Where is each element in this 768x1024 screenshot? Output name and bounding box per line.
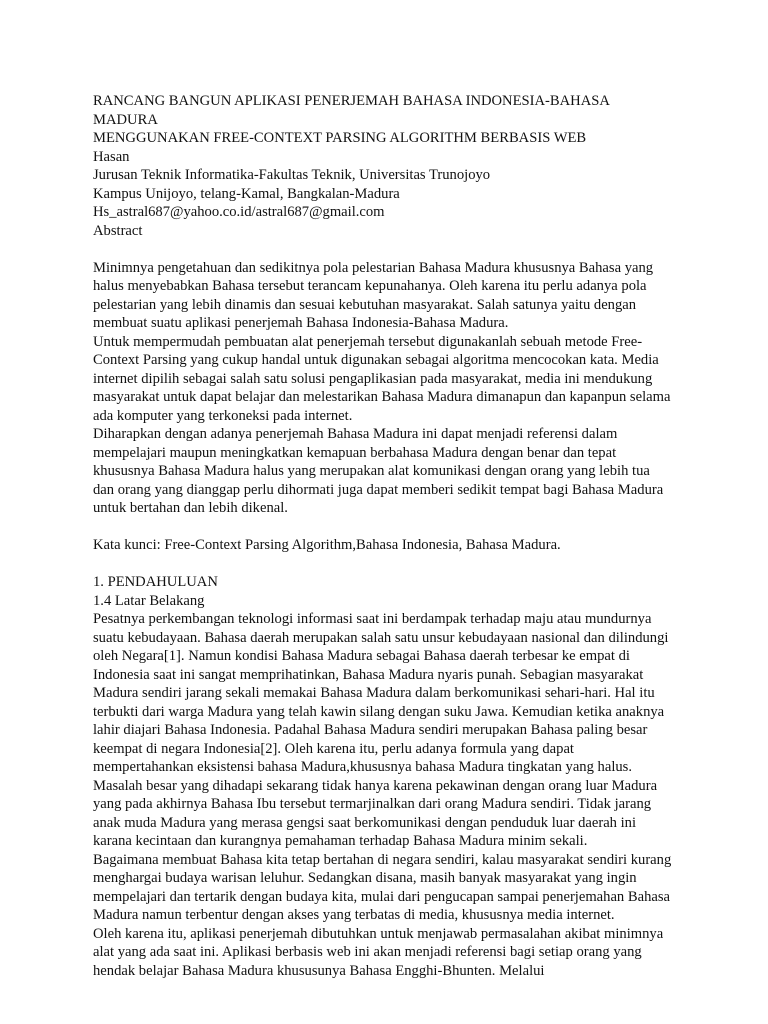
abstract-paragraph: Diharapkan dengan adanya penerjemah Bahasa Madura ini dapat menjadi referensi dalam mempelajari maupun meningkatkan kemapuan berbahasa Madura dengan benar dan tepat khususnya Bahasa Madura halus yang merupakan alat komunikasi dengan orang yang lebih tua dan orang yang dianggap perlu dihormati juga dapat memberi sedikit tempat bagi Bahasa Madura untuk bertahan dan lebih dikenal. — [93, 426, 664, 516]
spacer — [93, 240, 673, 259]
document-content — [93, 92, 673, 980]
paper-title-line1: RANCANG BANGUN APLIKASI PENERJEMAH BAHASA INDONESIA-BAHASA MADURA — [93, 93, 610, 128]
body-paragraph: Pesatnya perkembangan teknologi informasi saat ini berdampak terhadap maju atau mundurnya suatu kebudayaan. Bahasa daerah merupakan salah satu unsur kebudayaan nasional dan dilindungi oleh Negara[1]. Namun kondisi Bahasa Madura sebagai Bahasa daerah terbesar ke empat di Indonesia saat ini sangat memprihatinkan, Bahasa Madura nyaris punah. Sebagian masyarakat Madura sendiri jarang sekali memakai Bahasa Madura dalam berkomunikasi sehari-hari. Hal itu terbukti dari warga Madura yang telah kawin silang dengan suku Jawa. Kemudian ketika anaknya lahir diajari Bahasa Indonesia. Padahal Bahasa Madura sendiri merupakan Bahasa paling besar keempat di negara Indonesia[2]. Oleh karena itu, perlu adanya formula yang dapat mempertahankan eksistensi bahasa Madura,khususnya bahasa Madura tingkatan yang halus. — [93, 611, 669, 775]
subsection-heading: 1.4 Latar Belakang — [93, 592, 205, 609]
keywords: Kata kunci: Free-Context Parsing Algorithm,Bahasa Indonesia, Bahasa Madura. — [93, 537, 561, 553]
body-paragraph: Masalah besar yang dihadapi sekarang tidak hanya karena pekawinan dengan orang luar Madura yang pada akhirnya Bahasa Ibu tersebut termarjinalkan dari orang Madura sendiri. Tidak jarang anak muda Madura yang merasa gengsi saat berkomunikasi dengan penduduk luar daerah ini karana kecintaan dan kurangnya pemahaman terhadap Bahasa Madura minim sekali. — [93, 777, 658, 849]
author-affiliation: Jurusan Teknik Informatika-Fakultas Teknik, Universitas Trunojoyo — [93, 167, 491, 183]
abstract-paragraph: Minimnya pengetahuan dan sedikitnya pola pelestarian Bahasa Madura khususnya Bahasa yang halus menyebabkan Bahasa tersebut terancam kepunahanya. Oleh karena itu perlu adanya pola pelestarian yang lebih dinamis dan sesuai kebutuhan masyarakat. Salah satunya yaitu dengan membuat suatu aplikasi penerjemah Bahasa Indonesia-Bahasa Madura. — [93, 259, 654, 331]
spacer — [93, 555, 673, 574]
spacer — [93, 518, 673, 537]
author-name: Hasan — [93, 148, 130, 165]
paper-title-line2: MENGGUNAKAN FREE-CONTEXT PARSING ALGORITHM BERBASIS WEB — [93, 130, 587, 146]
author-address: Kampus Unijoyo, telang-Kamal, Bangkalan-Madura — [93, 185, 400, 202]
section-heading: 1. PENDAHULUAN — [93, 574, 218, 590]
body-paragraph: Oleh karena itu, aplikasi penerjemah dibutuhkan untuk menjawab permasalahan akibat minimnya alat yang ada saat ini. Aplikasi berbasis web ini akan menjadi referensi bagi setiap orang yang hendak belajar Bahasa Madura khususunya Bahasa Engghi-Bhunten. Melalui — [93, 925, 664, 979]
author-email: Hs_astral687@yahoo.co.id/astral687@gmail.com — [93, 204, 385, 220]
body-paragraph: Bagaimana membuat Bahasa kita tetap bertahan di negara sendiri, kalau masyarakat sendiri kurang menghargai budaya warisan leluhur. Sedangkan disana, masih banyak masyarakat yang ingin mempelajari dan tertarik dengan budaya kita, mulai dari pengucapan sampai penerjemahan Bahasa Madura namun terbentur dengan akses yang terbatas di media, khususnya media internet. — [93, 851, 672, 923]
abstract-paragraph: Untuk mempermudah pembuatan alat penerjemah tersebut digunakanlah sebuah metode Free-Context Parsing yang cukup handal untuk digunakan sebagai algoritma mencocokan kata. Media internet dipilih sebagai salah satu solusi pengaplikasian pada masyarakat, media ini mendukung masyarakat untuk dapat belajar dan melestarikan Bahasa Madura dimanapun dan kapanpun selama ada komputer yang terkoneksi pada internet. — [93, 333, 671, 424]
abstract-label: Abstract — [93, 222, 143, 239]
